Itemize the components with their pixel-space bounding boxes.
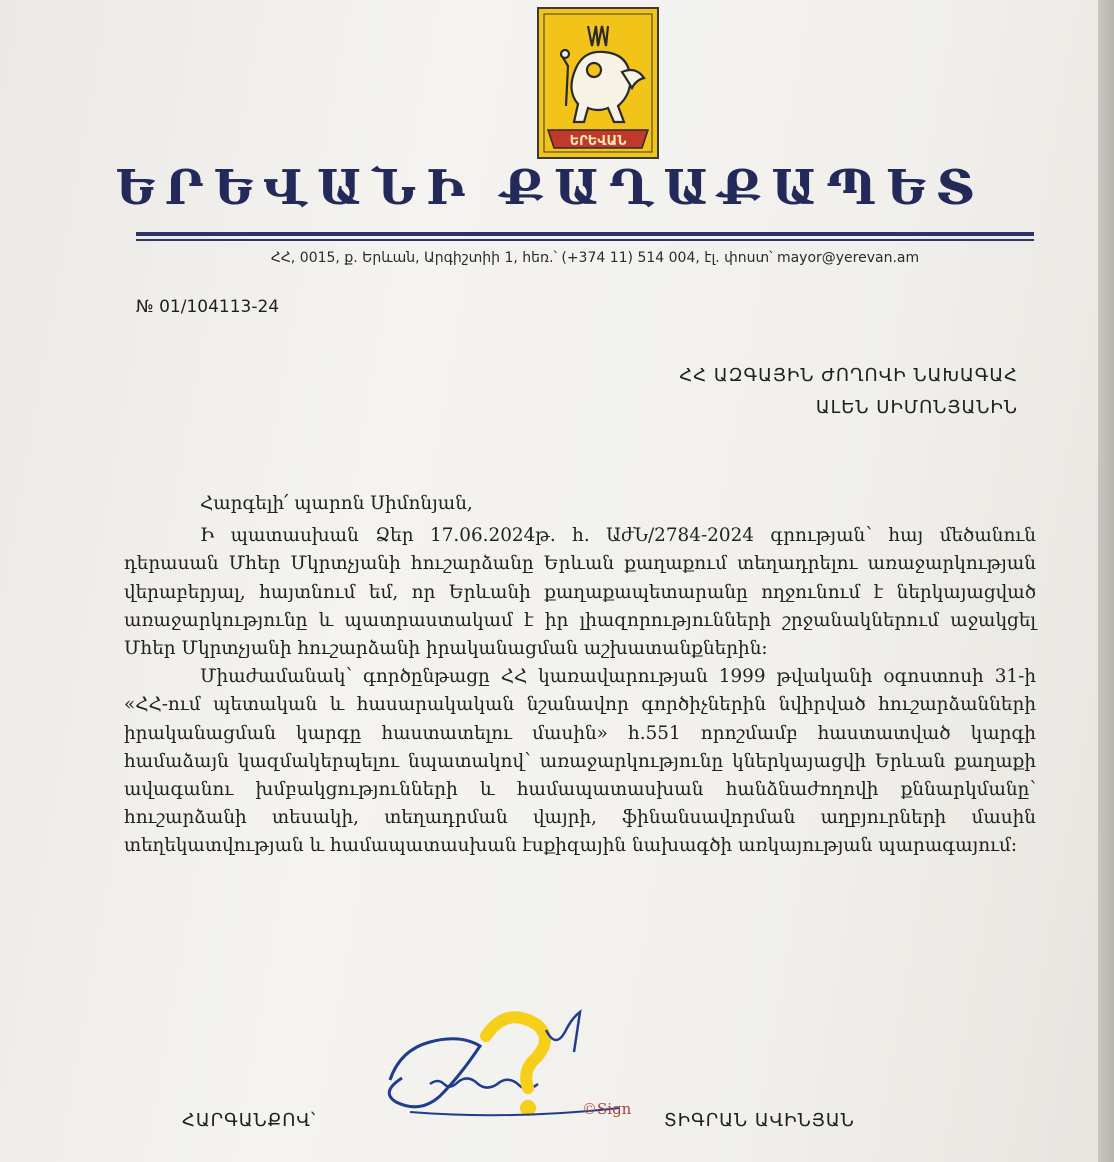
esign-stamp: ©Sign bbox=[582, 1100, 632, 1118]
esign-label: Sign bbox=[597, 1100, 632, 1118]
paragraph-1: Ի պատասխան Ձեր 17.06.2024թ. հ. ԱժՆ/2784-2024 գրության՝ հայ մեծանուն դերասան Մհեր Մկրտչյանի հուշարձանը Երևան քաղաքում տեղադրելու առաջարկության վերաբերյալ, հայտնում եմ, որ Երևանի քաղաքապետարանը ողջունում է ներկայացված առաջարկությունը և պատրաստակամ է իր լիազորությունների շրջանակներում աջակցել Մհեր Մկրտչյանի հուշարձանի իրականացման աշխատանքներին: bbox=[124, 525, 1036, 660]
letterhead-rule-thick bbox=[136, 232, 1034, 236]
recipient-name: ԱԼԵՆ ՍԻՄՈՆՅԱՆԻՆ bbox=[815, 397, 1018, 418]
paragraph-2: Միաժամանակ՝ գործընթացը ՀՀ կառավարության 1999 թվականի օգոստոսի 31-ի «ՀՀ-ում պետական և հասարակական նշանավոր գործիչներին նվիրված հուշարձանների իրականացման կարգը հաստատելու մասին» հ.551 որոշմամբ հաստատված կարգի համաձայն կազմակերպելու նպատակով՝ առաջարկությունը կներկայացվի Երևան քաղաքի ավագանու խմբակցությունների և համապատասխան հանձնաժողովի քննարկմանը՝ հուշարձանի տեսակի, տեղադրման վայրի, ֆինանսավորման աղբյուրների մասին տեղեկատվության և համապատասխան էսքիզային նախագծի առկայության պարագայում: bbox=[124, 666, 1036, 857]
recipient-title: ՀՀ ԱԶԳԱՅԻՆ ԺՈՂՈՎԻ ՆԱԽԱԳԱՀ bbox=[679, 365, 1018, 386]
letter-body bbox=[124, 490, 1036, 861]
yerevan-coat-of-arms bbox=[536, 6, 660, 160]
emblem-text: ԵՐԵՎԱՆ bbox=[569, 134, 627, 149]
signature-closing: ՀԱՐԳԱՆՔՈՎ՝ bbox=[182, 1110, 317, 1131]
signatory-name: ՏԻԳՐԱՆ ԱՎԻՆՅԱՆ bbox=[664, 1110, 855, 1131]
letterhead-title: ԵՐԵՎԱՆԻ ՔԱՂԱՔԱՊԵՏ bbox=[115, 160, 985, 216]
letterhead-contacts: ՀՀ, 0015, ք. Երևան, Արգիշտիի 1, հեռ.՝ (+374 11) 514 004, էլ. փոստ՝ mayor@yerevan.am bbox=[270, 250, 920, 266]
page-edge-shadow bbox=[1098, 0, 1114, 1162]
document-number: № 01/104113-24 bbox=[136, 297, 280, 317]
recipient-block bbox=[679, 360, 1018, 424]
letterhead-rule-thin bbox=[136, 239, 1034, 241]
greeting: Հարգելի՛ պարոն Սիմոնյան, bbox=[200, 493, 473, 514]
